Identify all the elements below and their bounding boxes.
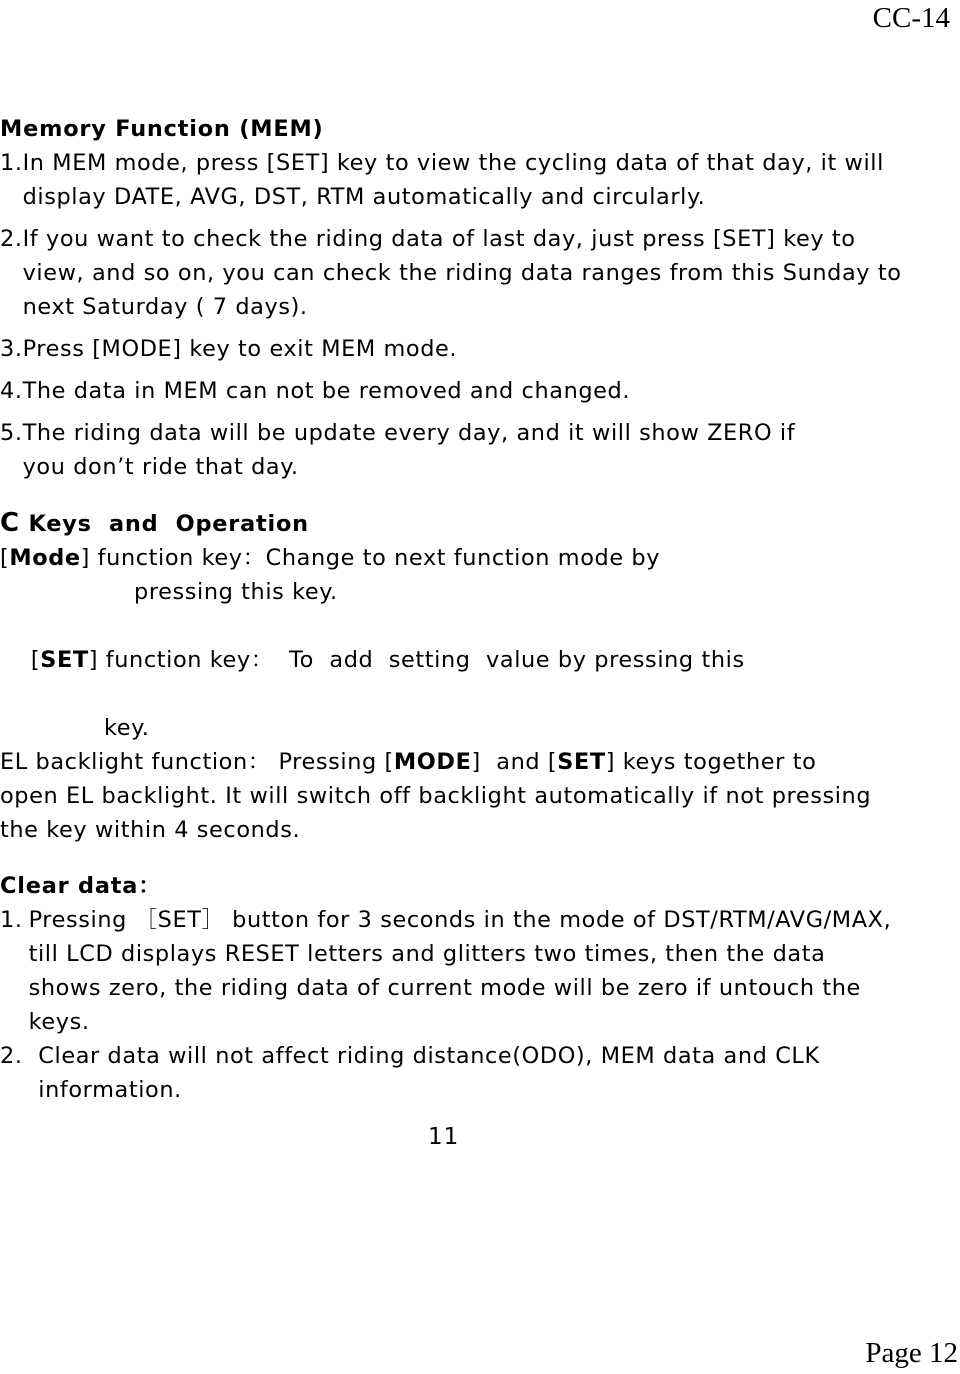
document-code: CC-14 xyxy=(872,2,950,34)
mem-item-text: Press [MODE] key to exit MEM mode. xyxy=(22,336,458,362)
mem-item-number: 4. xyxy=(0,378,23,404)
set-key-continuation: key. xyxy=(104,715,150,741)
mode-key-definition xyxy=(0,541,958,575)
clear-item-number: 2. xyxy=(0,1043,31,1069)
mem-item-text: The riding data will be update every day, and it will show ZERO if you don’t ride that day. xyxy=(22,420,796,480)
mem-item-number: 3. xyxy=(0,336,23,362)
clear-item-1 xyxy=(0,903,958,1039)
clear-section-title: Clear data： xyxy=(0,873,162,899)
bracket-open: [ xyxy=(30,647,41,673)
bracket-open: [ xyxy=(0,545,10,571)
set-key-name: SET xyxy=(40,647,89,673)
keys-section-title xyxy=(0,506,958,541)
mem-item-1 xyxy=(0,146,958,214)
keys-section-heading: Keys and Operation xyxy=(28,511,309,537)
keys-section-letter: C xyxy=(0,508,20,538)
page-footer-label: Page 12 xyxy=(865,1337,958,1369)
mem-item-text: In MEM mode, press [SET] key to view the cycling data of that day, it will display DATE, AVG, DST, RTM automatically and circularly. xyxy=(22,150,884,210)
manual-page xyxy=(0,112,958,1107)
mem-item-number: 2. xyxy=(0,226,23,252)
mem-section-title: Memory Function (MEM) xyxy=(0,116,324,142)
bracket-close: ] xyxy=(80,545,90,571)
mem-item-3 xyxy=(0,332,958,366)
mem-item-number: 5. xyxy=(0,420,23,446)
inner-page-number: 11 xyxy=(428,1124,460,1150)
clear-item-number: 1. xyxy=(0,907,23,933)
set-key-label: function key： To add setting value by pressing this xyxy=(98,647,745,673)
mem-item-5 xyxy=(0,416,958,484)
set-key-definition xyxy=(0,609,958,711)
backlight-lead: EL backlight function： Pressing [ xyxy=(0,749,394,775)
mem-item-number: 1. xyxy=(0,150,23,176)
backlight-tail: ] keys together to open EL backlight. It will switch off backlight automatically if not pressing the key within 4 seconds. xyxy=(0,749,872,843)
clear-item-text: Pressing ［SET］ button for 3 seconds in the mode of DST/RTM/AVG/MAX, till LCD displays RESET letters and glitters two times, then the data shows zero, the riding data of current mode will be zero if untouch the keys. xyxy=(28,907,892,1035)
backlight-definition xyxy=(0,745,958,847)
clear-item-text: Clear data will not affect riding distance(ODO), MEM data and CLK information. xyxy=(38,1043,820,1103)
bracket-close: ] xyxy=(88,647,99,673)
mem-item-text: If you want to check the riding data of last day, just press [SET] key to view, and so on, you can check the riding data ranges from this Sunday to next Saturday ( 7 days). xyxy=(22,226,902,320)
mode-key-label: function key：Change to next function mode by xyxy=(89,545,661,571)
mem-item-text: The data in MEM can not be removed and changed. xyxy=(22,378,631,404)
backlight-mid: ] and [ xyxy=(471,749,558,775)
clear-item-2 xyxy=(0,1039,958,1107)
mode-key-name: Mode xyxy=(9,545,81,571)
mem-item-4 xyxy=(0,374,958,408)
backlight-set-key: SET xyxy=(557,749,606,775)
mem-item-2 xyxy=(0,222,958,324)
backlight-mode-key: MODE xyxy=(393,749,472,775)
mode-key-continuation: pressing this key. xyxy=(134,579,338,605)
